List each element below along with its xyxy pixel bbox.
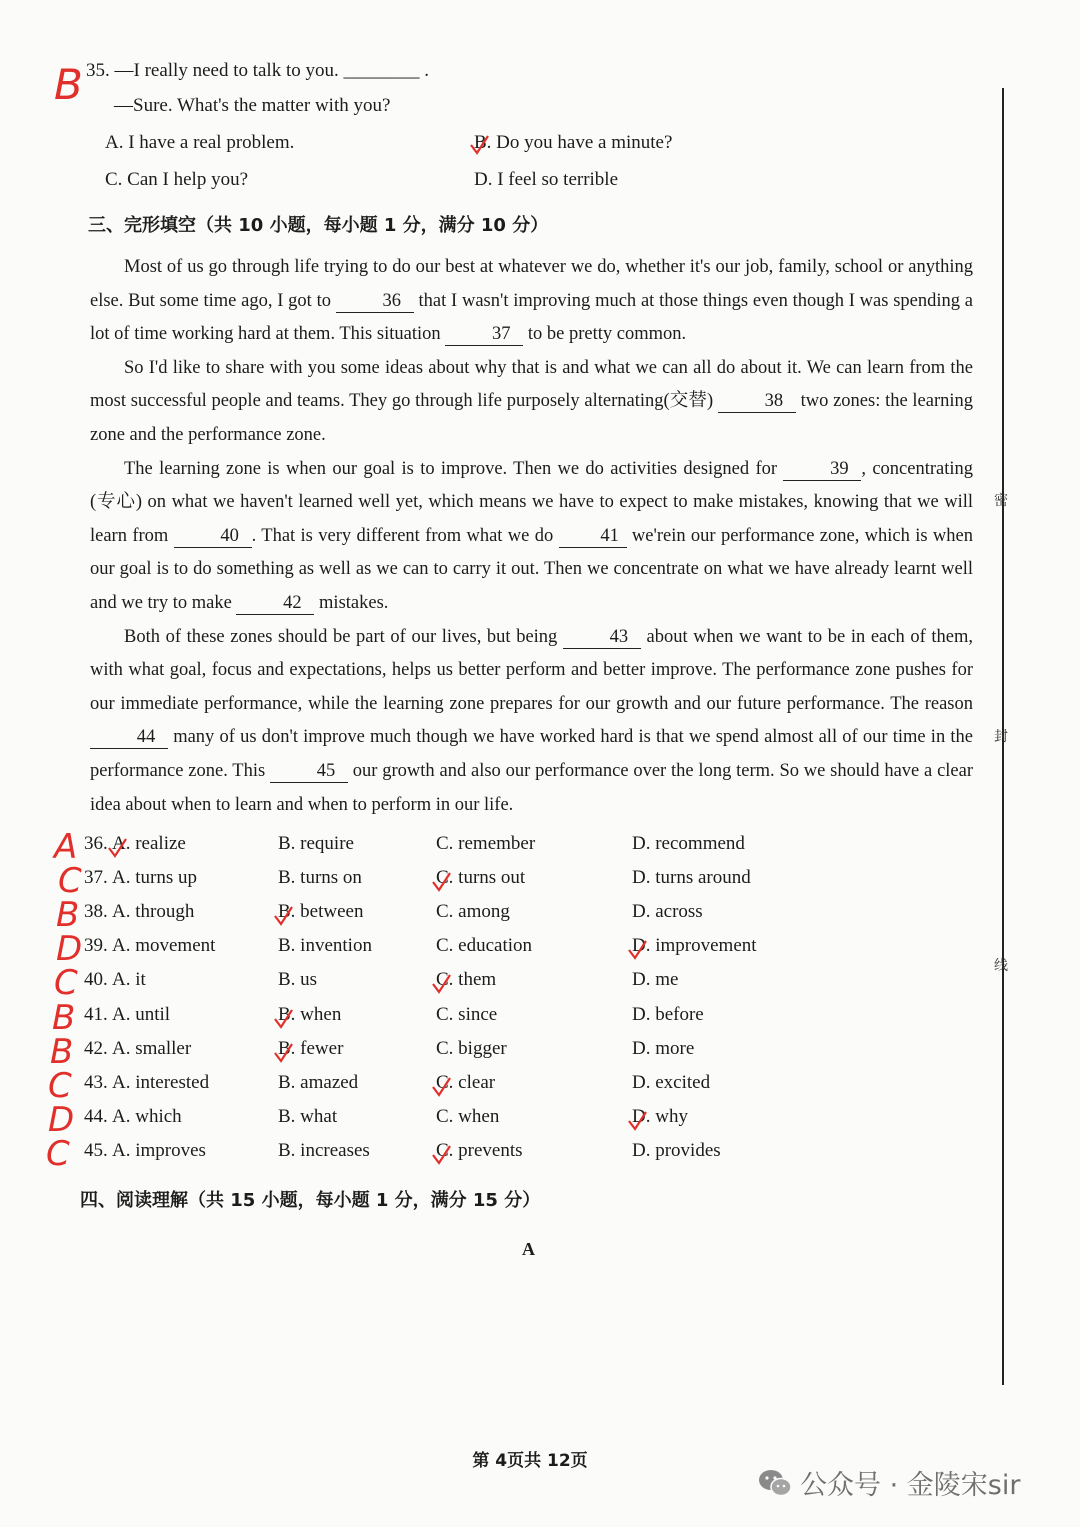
- cloze-passage: [90, 251, 973, 822]
- check-mark-icon: [430, 1076, 452, 1098]
- question-number: 38.: [84, 901, 108, 923]
- q35-question: 35. —I really need to talk to you. ________ .: [86, 60, 429, 81]
- q35-option-a: A. I have a real problem.: [105, 132, 295, 153]
- option-d: D. provides: [632, 1139, 721, 1161]
- option-a: A. through: [112, 901, 195, 923]
- question-number: 42.: [84, 1037, 108, 1059]
- section-4-title: 四、阅读理解（共 15 小题，每小题 1 分，满分 15 分）: [80, 1190, 541, 1211]
- paragraph-2: So I'd like to share with you some ideas about why that is and what we can all do about it. We can learn from the most successful people and teams. They go through life purposely alternating(交替) 38 two zones: the learning zone and the performance zone.: [90, 357, 974, 445]
- check-mark-icon: [626, 1110, 648, 1132]
- blank-42: 42: [236, 592, 314, 615]
- wechat-icon: [758, 1468, 792, 1498]
- watermark-text: 公众号 · 金陵宋sir: [800, 1470, 1021, 1501]
- option-b: B. invention: [278, 935, 372, 957]
- handwritten-answer-35: B: [54, 60, 83, 109]
- check-mark-icon: [430, 973, 452, 995]
- handwritten-answer: D: [48, 1099, 75, 1140]
- question-number: 41.: [84, 1003, 108, 1025]
- blank-37: 37: [445, 323, 523, 346]
- check-mark-icon: [626, 939, 648, 961]
- option-c: C. when: [436, 1105, 500, 1127]
- check-mark-icon: [272, 1042, 294, 1064]
- option-b: B. require: [278, 833, 354, 854]
- handwritten-answer: D: [56, 929, 83, 970]
- option-d: D. across: [632, 901, 703, 923]
- option-a: A. movement: [112, 935, 216, 957]
- option-c: C. clear: [436, 1071, 496, 1093]
- question-number: 45.: [84, 1139, 108, 1161]
- option-b: B. when: [278, 1003, 342, 1025]
- option-c: C. bigger: [436, 1037, 507, 1059]
- handwritten-answer: B: [56, 895, 80, 936]
- option-a: A. until: [112, 1003, 171, 1025]
- question-number: 40.: [84, 969, 108, 991]
- option-a: A. it: [112, 969, 146, 991]
- option-b: B. what: [278, 1105, 338, 1127]
- option-c: C. prevents: [436, 1139, 523, 1161]
- option-a: A. smaller: [112, 1037, 192, 1059]
- blank-45: 45: [270, 760, 348, 783]
- option-d: D. improvement: [632, 935, 757, 957]
- option-c: C. them: [436, 969, 497, 991]
- paragraph-1: Most of us go through life trying to do our best at whatever we do, whether it's our job, family, school or anything else. But some time ago, I got to 36 that I wasn't improving much at those things even though I was spending a lot of time working hard at them. This situation 37 to be pretty common.: [90, 257, 974, 345]
- blank-36: 36: [336, 290, 414, 313]
- check-mark-icon: [430, 1144, 452, 1166]
- question-number: 39.: [84, 935, 108, 957]
- option-d: D. before: [632, 1003, 704, 1025]
- option-b: B. turns on: [278, 867, 362, 889]
- blank-44: 44: [90, 726, 168, 749]
- option-b: B. us: [278, 969, 318, 991]
- handwritten-answer: C: [46, 1133, 70, 1174]
- watermark: [758, 1463, 1020, 1502]
- section-4-part-label: A: [522, 1239, 535, 1259]
- check-mark-icon: [272, 905, 294, 927]
- q35-option-c: C. Can I help you?: [105, 169, 249, 190]
- check-mark-icon: [430, 871, 452, 893]
- section-3-title: 三、完形填空（共 10 小题，每小题 1 分，满分 10 分）: [88, 215, 549, 236]
- option-a: A. improves: [112, 1139, 206, 1161]
- margin-mark-xian: 线: [994, 958, 1008, 974]
- option-d: D. why: [632, 1105, 688, 1127]
- margin-mark-mi: 密: [994, 493, 1008, 509]
- option-b: B. fewer: [278, 1037, 344, 1059]
- option-b: B. increases: [278, 1139, 370, 1161]
- option-c: C. turns out: [436, 867, 526, 889]
- option-d: D. turns around: [632, 867, 751, 889]
- blank-40: 40: [174, 525, 252, 548]
- handwritten-answer: A: [54, 827, 78, 867]
- page-number-footer: 第 4页共 12页: [472, 1451, 588, 1471]
- handwritten-answer: B: [50, 1031, 74, 1072]
- blank-43: 43: [563, 626, 641, 649]
- q35-option-d: D. I feel so terrible: [474, 169, 619, 190]
- option-d: D. more: [632, 1037, 695, 1059]
- paragraph-3: The learning zone is when our goal is to improve. Then we do activities designed for 39 , concentrating (专心) on what we haven't learned well yet, which means we have to expect to make mistakes, knowing that we will learn from 40 . That is very different from what we do 41 we'rein our performance zone, which is when our goal is to do something as well as we can to carry it out. Then we concentrate on what we have already learnt well and we try to make 42 mistakes.: [90, 458, 973, 613]
- question-number: 43.: [84, 1071, 108, 1093]
- blank-38: 38: [718, 390, 796, 413]
- check-mark-icon: [468, 134, 490, 156]
- blank-41: 41: [559, 525, 627, 548]
- option-c: C. among: [436, 901, 510, 923]
- handwritten-answer: C: [48, 1065, 72, 1106]
- q35-response: —Sure. What's the matter with you?: [114, 95, 391, 116]
- option-d: D. me: [632, 969, 679, 991]
- option-b: B. between: [278, 901, 364, 923]
- option-c: C. education: [436, 935, 533, 957]
- option-a: A. interested: [112, 1071, 210, 1093]
- option-a: A. turns up: [112, 867, 197, 889]
- handwritten-answer: B: [52, 997, 76, 1038]
- check-mark-icon: [106, 837, 128, 859]
- question-number: 37.: [84, 867, 108, 889]
- blank-39: 39: [783, 458, 861, 481]
- paragraph-4: Both of these zones should be part of our lives, but being 43 about when we want to be in each of them, with what goal, focus and expectations, helps us better perform and better improve. The performance zone pushes for our immediate performance, while the learning zone prepares for our growth and our future performance. The reason 44 many of us don't improve much though we have worked hard is that we spend almost all of our time in the performance zone. This 45 our growth and also our performance over the long term. So we should have a clear idea about when to learn and when to perform in our life.: [90, 626, 973, 815]
- option-b: B. amazed: [278, 1071, 359, 1093]
- question-number: 44.: [84, 1105, 108, 1127]
- handwritten-answer: C: [54, 963, 78, 1004]
- q35-option-b: B. Do you have a minute?: [474, 132, 673, 153]
- option-c: C. since: [436, 1003, 498, 1025]
- question-number: 36.: [84, 833, 108, 854]
- option-a: A. which: [112, 1105, 182, 1127]
- handwritten-answer: C: [58, 861, 82, 902]
- margin-mark-feng: 封: [994, 729, 1008, 745]
- check-mark-icon: [272, 1008, 294, 1030]
- option-d: D. excited: [632, 1071, 711, 1093]
- option-d: D. recommend: [632, 833, 745, 854]
- option-a: A. realize: [112, 833, 186, 854]
- option-c: C. remember: [436, 833, 536, 854]
